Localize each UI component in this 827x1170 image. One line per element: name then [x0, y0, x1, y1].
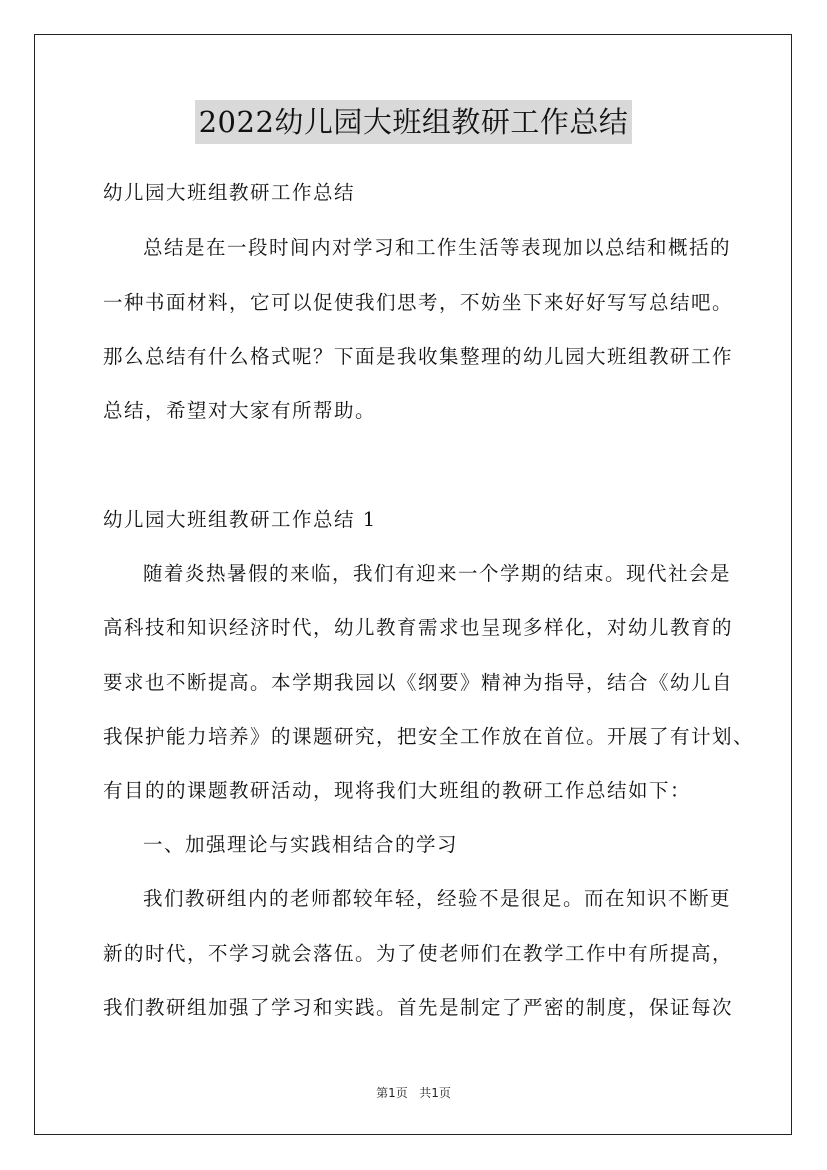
- paragraph-line: 总结，希望对大家有所帮助。: [103, 399, 377, 422]
- paragraph-line: 随着炎热暑假的来临，我们有迎来一个学期的结束。现代社会是: [143, 562, 732, 585]
- paragraph-line: 我们教研组加强了学习和实践。首先是制定了严密的制度，保证每次: [103, 996, 734, 1019]
- page-number: 第1页: [376, 1086, 408, 1100]
- page-total: 共1页: [419, 1086, 451, 1100]
- page-footer: [0, 1084, 827, 1101]
- title-container: [0, 100, 827, 144]
- paragraph-line: 要求也不断提高。本学期我园以《纲要》精神为指导，结合《幼儿自: [103, 671, 734, 694]
- paragraph-line: 总结是在一段时间内对学习和工作生活等表现加以总结和概括的: [143, 236, 732, 259]
- section-heading: 幼儿园大班组教研工作总结 1: [103, 508, 377, 531]
- paragraph-line: 高科技和知识经济时代，幼儿教育需求也呈现多样化，对幼儿教育的: [103, 616, 734, 639]
- paragraph-line: 新的时代，不学习就会落伍。为了使老师们在教学工作中有所提高，: [103, 942, 734, 965]
- document-title: 2022幼儿园大班组教研工作总结: [195, 100, 633, 144]
- paragraph-line: 那么总结有什么格式呢？下面是我收集整理的幼儿园大班组教研工作: [103, 345, 734, 368]
- subsection-heading: 一、加强理论与实践相结合的学习: [143, 833, 459, 856]
- paragraph-line: 我们教研组内的老师都较年轻，经验不是很足。而在知识不断更: [143, 887, 732, 910]
- document-heading: 幼儿园大班组教研工作总结: [103, 181, 356, 204]
- paragraph-line: 一种书面材料，它可以促使我们思考，不妨坐下来好好写写总结吧。: [103, 291, 734, 314]
- paragraph-line: 有目的的课题教研活动，现将我们大班组的教研工作总结如下：: [103, 779, 692, 802]
- paragraph-line: 我保护能力培养》的课题研究，把安全工作放在首位。开展了有计划、: [103, 725, 755, 748]
